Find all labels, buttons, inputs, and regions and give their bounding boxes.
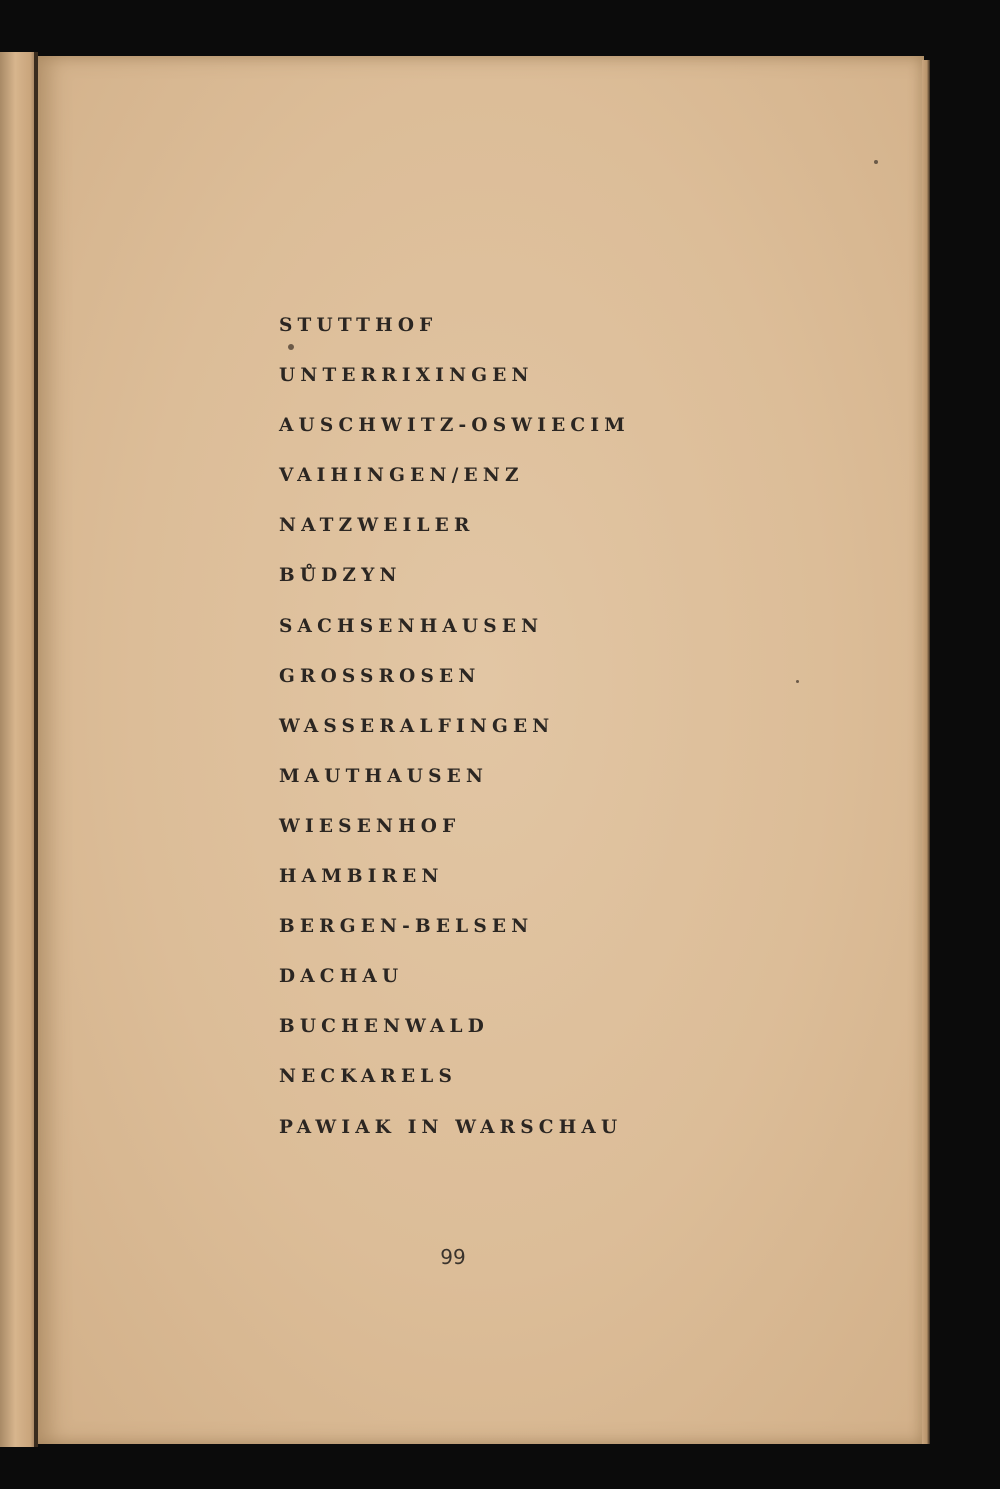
camp-list	[279, 313, 630, 1165]
ink-speck	[796, 680, 799, 683]
camp-name: HAMBIREN	[279, 866, 444, 888]
camp-name: NECKARELS	[279, 1066, 458, 1088]
camp-name: VAIHINGEN/ENZ	[279, 465, 524, 487]
camp-name: DACHAU	[279, 966, 404, 988]
camp-name: GROSSROSEN	[279, 665, 481, 687]
camp-name: NATZWEILER	[279, 515, 475, 537]
right-page-edge	[922, 60, 930, 1444]
camp-name: UNTERRIXINGEN	[279, 365, 534, 387]
camp-name: AUSCHWITZ-OSWIECIM	[279, 415, 630, 437]
camp-name: BŮDZYN	[279, 565, 402, 587]
ink-speck	[874, 160, 878, 164]
camp-name: MAUTHAUSEN	[279, 765, 489, 787]
camp-name: BERGEN-BELSEN	[279, 916, 534, 938]
camp-name: STUTTHOF	[279, 315, 438, 336]
camp-name: BUCHENWALD	[279, 1016, 489, 1038]
camp-name: WIESENHOF	[279, 815, 461, 837]
camp-name: SACHSENHAUSEN	[279, 615, 544, 637]
left-page-edge	[0, 52, 38, 1447]
camp-name: PAWIAK IN WARSCHAU	[279, 1116, 623, 1138]
camp-name: WASSERALFINGEN	[279, 715, 555, 737]
page-number: 99	[440, 1245, 466, 1269]
